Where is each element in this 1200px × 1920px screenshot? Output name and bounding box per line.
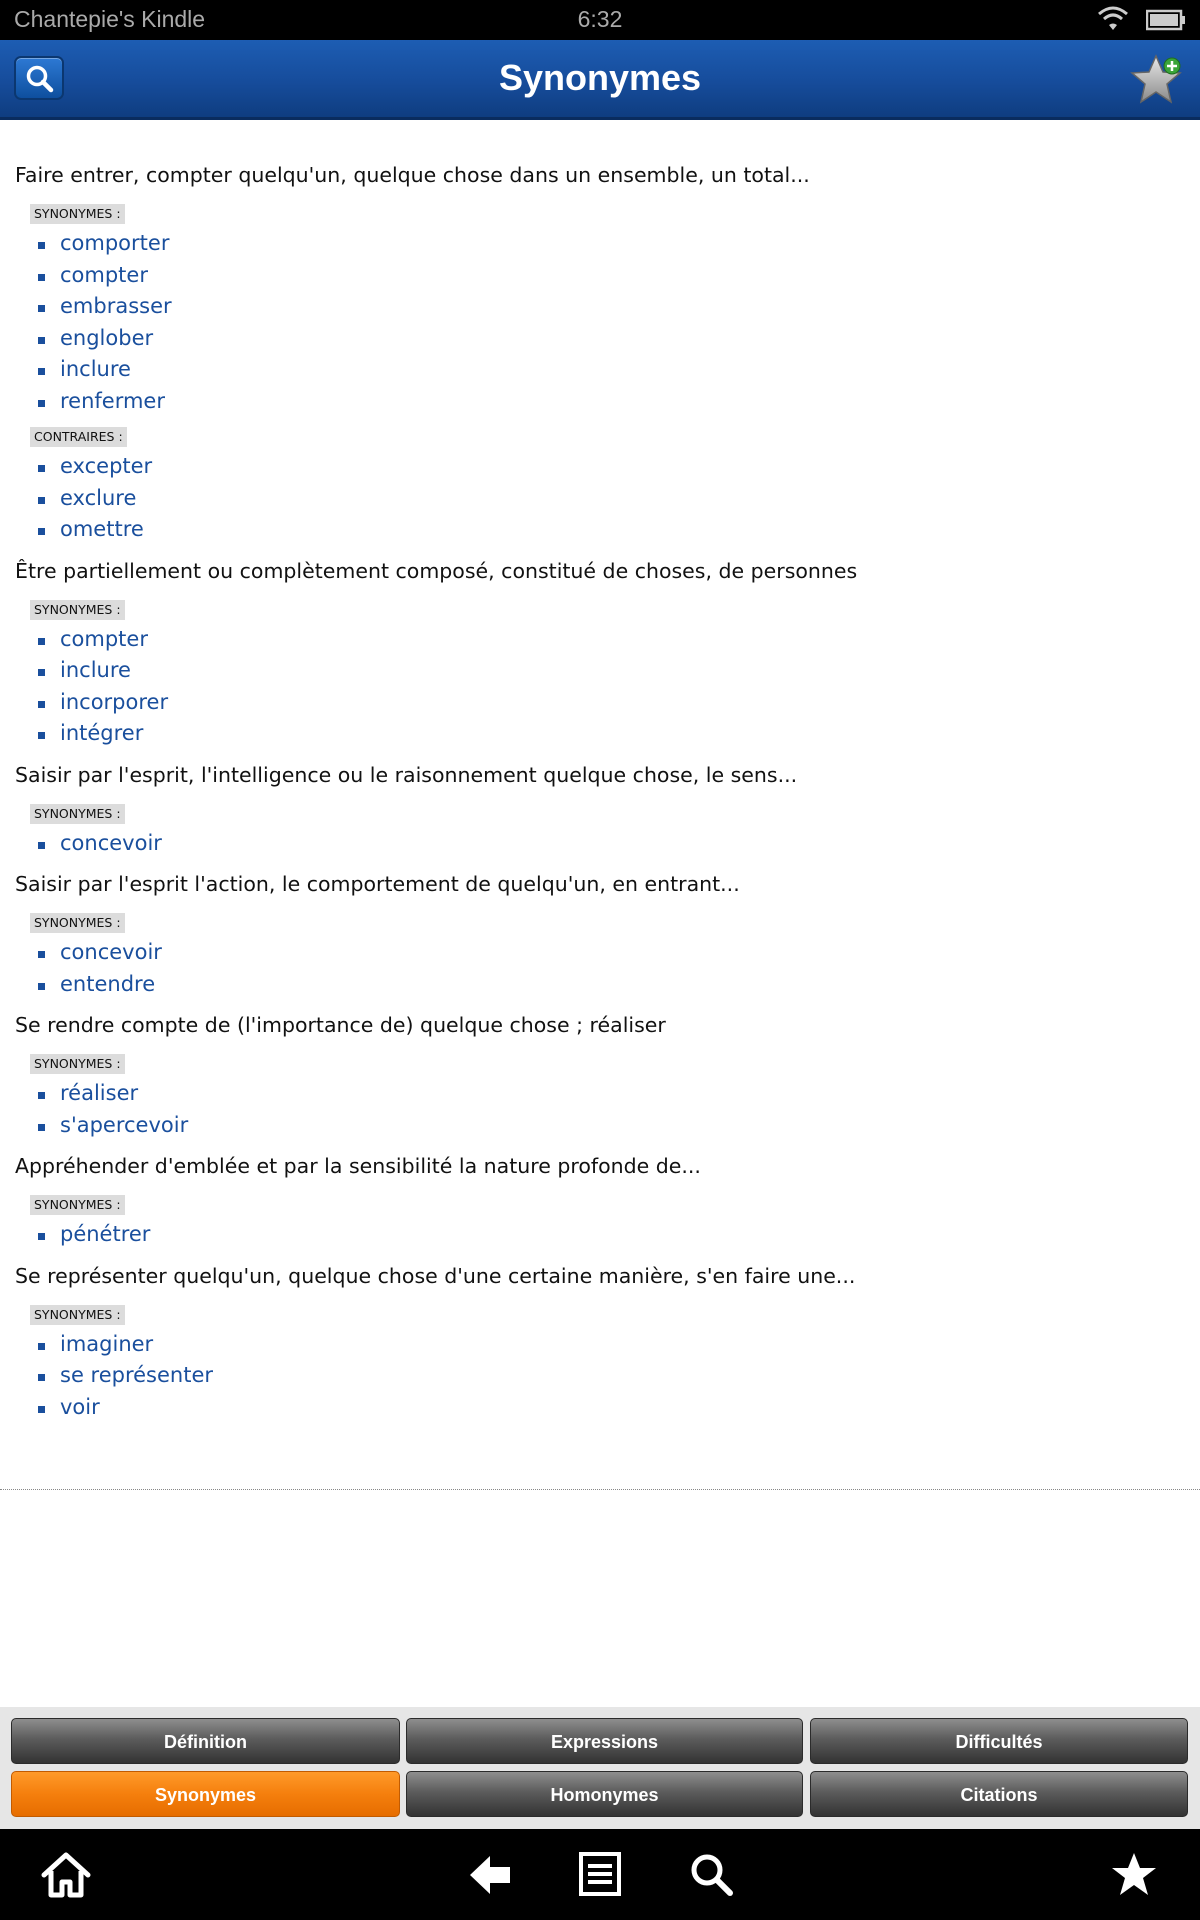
group-label: CONTRAIRES : bbox=[30, 427, 127, 447]
word-link[interactable]: englober bbox=[30, 323, 1185, 355]
word-link[interactable]: inclure bbox=[30, 354, 1185, 386]
sense-block bbox=[15, 1153, 1185, 1251]
word-link[interactable]: concevoir bbox=[30, 937, 1185, 969]
wifi-icon bbox=[1096, 6, 1130, 32]
word-link[interactable]: s'apercevoir bbox=[30, 1110, 1185, 1142]
word-link[interactable]: renfermer bbox=[30, 386, 1185, 418]
add-favorite-button[interactable] bbox=[1128, 52, 1188, 108]
synonyms-content bbox=[0, 120, 1200, 1423]
group-label: SYNONYMES : bbox=[30, 913, 125, 933]
tab-homonymes[interactable]: Homonymes bbox=[406, 1771, 803, 1817]
sense-block bbox=[15, 871, 1185, 1000]
word-link[interactable]: exclure bbox=[30, 483, 1185, 515]
group-label: SYNONYMES : bbox=[30, 1054, 125, 1074]
sense-definition: Saisir par l'esprit l'action, le comportement de quelqu'un, en entrant... bbox=[15, 872, 740, 896]
sense-definition: Appréhender d'emblée et par la sensibilité la nature profonde de... bbox=[15, 1154, 701, 1178]
word-link[interactable]: imaginer bbox=[30, 1329, 1185, 1361]
word-list bbox=[30, 828, 1185, 860]
sense-block bbox=[15, 1012, 1185, 1141]
word-list bbox=[30, 451, 1185, 546]
word-list bbox=[30, 1219, 1185, 1251]
word-link[interactable]: pénétrer bbox=[30, 1219, 1185, 1251]
sense-definition: Se représenter quelqu'un, quelque chose d'une certaine manière, s'en faire une... bbox=[15, 1263, 856, 1288]
status-bar bbox=[0, 0, 1200, 40]
back-icon[interactable] bbox=[466, 1851, 514, 1899]
sense-block bbox=[15, 558, 1185, 750]
word-group bbox=[15, 905, 1185, 1000]
word-group bbox=[15, 1187, 1185, 1251]
word-link[interactable]: concevoir bbox=[30, 828, 1185, 860]
word-link[interactable]: entendre bbox=[30, 969, 1185, 1001]
word-link[interactable]: voir bbox=[30, 1392, 1185, 1424]
word-list bbox=[30, 624, 1185, 750]
menu-icon[interactable] bbox=[578, 1851, 622, 1897]
sense-block bbox=[15, 162, 1185, 546]
word-group bbox=[15, 419, 1185, 546]
tab-synonymes[interactable]: Synonymes bbox=[11, 1771, 400, 1817]
app-header bbox=[0, 40, 1200, 120]
sense-block bbox=[15, 1263, 1185, 1424]
clock: 6:32 bbox=[577, 6, 623, 32]
sense-block bbox=[15, 762, 1185, 860]
sense-definition: Saisir par l'esprit, l'intelligence ou le raisonnement quelque chose, le sens... bbox=[15, 762, 798, 787]
group-label: SYNONYMES : bbox=[30, 600, 125, 620]
group-label: SYNONYMES : bbox=[30, 1195, 125, 1215]
page-title: Synonymes bbox=[498, 57, 702, 98]
device-name: Chantepie's Kindle bbox=[14, 6, 206, 32]
word-link[interactable]: comporter bbox=[30, 228, 1185, 260]
word-link[interactable]: inclure bbox=[30, 655, 1185, 687]
word-link[interactable]: omettre bbox=[30, 514, 1185, 546]
word-link[interactable]: compter bbox=[30, 260, 1185, 292]
search-icon[interactable] bbox=[688, 1851, 734, 1897]
word-list bbox=[30, 228, 1185, 417]
sense-definition: Se rendre compte de (l'importance de) quelque chose ; réaliser bbox=[15, 1013, 666, 1037]
word-link[interactable]: incorporer bbox=[30, 687, 1185, 719]
group-label: SYNONYMES : bbox=[30, 1305, 125, 1325]
system-nav-bar bbox=[0, 1829, 1200, 1920]
word-list bbox=[30, 1329, 1185, 1424]
battery-icon bbox=[1146, 9, 1186, 31]
tab-difficultes[interactable]: Difficultés bbox=[810, 1718, 1188, 1764]
word-link[interactable]: intégrer bbox=[30, 718, 1185, 750]
sense-definition: Être partiellement ou complètement composé, constitué de choses, de personnes bbox=[15, 558, 858, 583]
favorites-icon[interactable] bbox=[1110, 1851, 1158, 1897]
home-icon[interactable] bbox=[40, 1851, 92, 1899]
content-divider bbox=[0, 1489, 1200, 1490]
word-link[interactable]: compter bbox=[30, 624, 1185, 656]
word-group bbox=[15, 592, 1185, 750]
word-link[interactable]: réaliser bbox=[30, 1078, 1185, 1110]
word-list bbox=[30, 1078, 1185, 1141]
tab-expressions[interactable]: Expressions bbox=[406, 1718, 803, 1764]
tab-citations[interactable]: Citations bbox=[810, 1771, 1188, 1817]
group-label: SYNONYMES : bbox=[30, 804, 125, 824]
word-link[interactable]: se représenter bbox=[30, 1360, 1185, 1392]
word-link[interactable]: embrasser bbox=[30, 291, 1185, 323]
section-tabs bbox=[0, 1707, 1200, 1829]
word-link[interactable]: excepter bbox=[30, 451, 1185, 483]
tab-definition[interactable]: Définition bbox=[11, 1718, 400, 1764]
word-list bbox=[30, 937, 1185, 1000]
group-label: SYNONYMES : bbox=[30, 204, 125, 224]
word-group bbox=[15, 1046, 1185, 1141]
sense-definition: Faire entrer, compter quelqu'un, quelque chose dans un ensemble, un total... bbox=[15, 163, 810, 187]
word-group bbox=[15, 196, 1185, 417]
word-group bbox=[15, 1297, 1185, 1424]
word-group bbox=[15, 796, 1185, 860]
